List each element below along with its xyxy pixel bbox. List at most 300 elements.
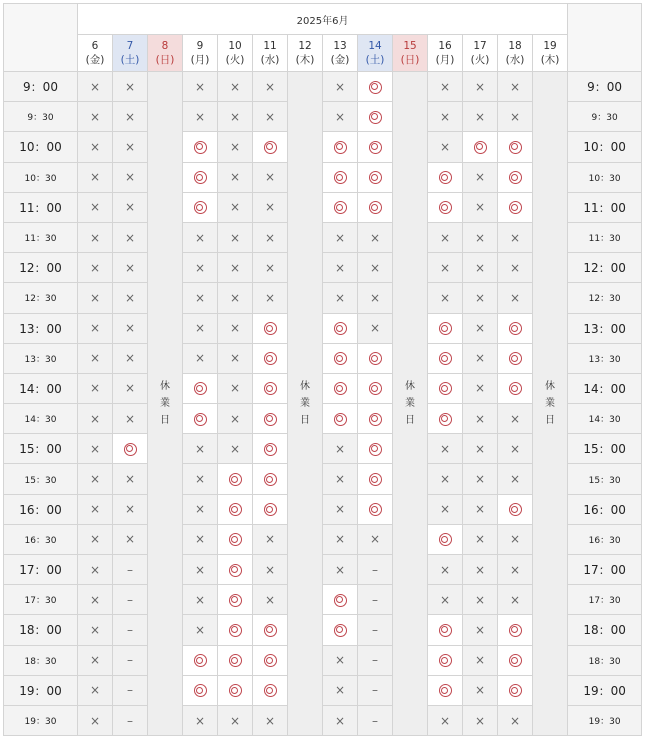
unavailable-slot (498, 72, 533, 102)
available-slot[interactable] (323, 343, 358, 373)
available-slot[interactable] (253, 464, 288, 494)
available-slot[interactable] (428, 615, 463, 645)
cross-icon: × (474, 109, 486, 124)
available-slot[interactable] (183, 132, 218, 162)
time-label-right: 15：00 (568, 434, 642, 464)
unavailable-slot (463, 72, 498, 102)
double-circle-icon (369, 111, 382, 124)
available-slot[interactable] (358, 404, 393, 434)
unavailable-slot (113, 192, 148, 222)
unavailable-slot (498, 434, 533, 464)
time-slot-grid (4, 72, 642, 736)
unavailable-slot (113, 343, 148, 373)
double-circle-icon (194, 141, 207, 154)
cross-icon: × (89, 683, 101, 698)
available-slot[interactable] (323, 132, 358, 162)
unavailable-slot (463, 585, 498, 615)
time-label-right: 11：30 (568, 222, 642, 252)
cross-icon: × (89, 170, 101, 185)
double-circle-icon (124, 443, 137, 456)
cross-icon: × (89, 260, 101, 275)
dash-icon: – (127, 653, 133, 668)
time-label-right: 17：00 (568, 555, 642, 585)
cross-icon: × (229, 441, 241, 456)
cross-icon: × (124, 472, 136, 487)
unavailable-slot (463, 313, 498, 343)
cross-icon: × (334, 79, 346, 94)
day-header-10 (218, 35, 253, 72)
unavailable-slot (498, 283, 533, 313)
cross-icon: × (334, 562, 346, 577)
day-number: 12 (298, 40, 312, 52)
available-slot[interactable] (218, 585, 253, 615)
double-circle-icon (194, 201, 207, 214)
available-slot[interactable] (253, 343, 288, 373)
available-slot[interactable] (498, 192, 533, 222)
available-slot[interactable] (183, 373, 218, 403)
unavailable-slot (498, 555, 533, 585)
cross-icon: × (89, 381, 101, 396)
unavailable-slot (78, 645, 113, 675)
available-slot[interactable] (253, 132, 288, 162)
day-number: 9 (196, 40, 204, 52)
no-slot (358, 675, 393, 705)
available-slot[interactable] (323, 313, 358, 343)
double-circle-icon (509, 382, 522, 395)
unavailable-slot (113, 72, 148, 102)
cross-icon: × (474, 532, 486, 547)
available-slot[interactable] (253, 404, 288, 434)
available-slot[interactable] (358, 102, 393, 132)
unavailable-slot (498, 705, 533, 735)
day-header-8 (148, 35, 183, 72)
double-circle-icon (509, 141, 522, 154)
available-slot[interactable] (428, 343, 463, 373)
no-slot (358, 555, 393, 585)
time-label-right: 15：30 (568, 464, 642, 494)
available-slot[interactable] (218, 615, 253, 645)
dash-icon: – (127, 592, 133, 607)
time-slot-row (4, 72, 642, 102)
cross-icon: × (369, 230, 381, 245)
available-slot[interactable] (253, 373, 288, 403)
cross-icon: × (474, 260, 486, 275)
time-label-left: 18：00 (4, 615, 78, 645)
double-circle-icon (264, 352, 277, 365)
double-circle-icon (369, 413, 382, 426)
double-circle-icon (264, 382, 277, 395)
closed-label-char: 業 (545, 398, 556, 410)
unavailable-slot (78, 585, 113, 615)
time-label-right: 19：00 (568, 675, 642, 705)
closed-day-column-15 (393, 72, 428, 736)
closed-label-char: 日 (545, 415, 556, 427)
unavailable-slot (323, 102, 358, 132)
day-header-11 (253, 35, 288, 72)
day-number: 14 (368, 40, 382, 52)
available-slot[interactable] (253, 645, 288, 675)
available-slot[interactable] (218, 494, 253, 524)
closed-label-char: 業 (160, 398, 170, 410)
day-of-week: (日) (400, 54, 420, 66)
double-circle-icon (334, 201, 347, 214)
available-slot[interactable] (323, 373, 358, 403)
cross-icon: × (89, 622, 101, 637)
cross-icon: × (334, 441, 346, 456)
day-number: 19 (543, 40, 557, 52)
available-slot[interactable] (498, 645, 533, 675)
cross-icon: × (194, 622, 206, 637)
day-of-week: (水) (260, 54, 280, 66)
double-circle-icon (334, 624, 347, 637)
time-label-left: 13：30 (4, 343, 78, 373)
cross-icon: × (89, 592, 101, 607)
closed-label-char: 日 (300, 415, 310, 427)
unavailable-slot (463, 102, 498, 132)
unavailable-slot (253, 524, 288, 554)
day-number: 16 (438, 40, 452, 52)
double-circle-icon (439, 382, 452, 395)
cross-icon: × (264, 170, 276, 185)
cross-icon: × (264, 79, 276, 94)
time-label-right: 12：30 (568, 283, 642, 313)
time-label-left: 9：00 (4, 72, 78, 102)
cross-icon: × (474, 230, 486, 245)
unavailable-slot (358, 313, 393, 343)
time-label-left: 11：00 (4, 192, 78, 222)
cross-icon: × (474, 713, 486, 728)
closed-label-char: 休 (405, 381, 415, 393)
unavailable-slot (78, 192, 113, 222)
unavailable-slot (183, 222, 218, 252)
available-slot[interactable] (498, 675, 533, 705)
available-slot[interactable] (358, 343, 393, 373)
unavailable-slot (323, 253, 358, 283)
available-slot[interactable] (253, 615, 288, 645)
available-slot[interactable] (323, 404, 358, 434)
available-slot[interactable] (498, 615, 533, 645)
cross-icon: × (334, 260, 346, 275)
unavailable-slot (218, 313, 253, 343)
closed-label-char: 業 (405, 398, 415, 410)
cross-icon: × (89, 109, 101, 124)
no-slot (358, 585, 393, 615)
cross-icon: × (369, 321, 381, 336)
available-slot[interactable] (183, 404, 218, 434)
time-label-left: 18：30 (4, 645, 78, 675)
available-slot[interactable] (253, 313, 288, 343)
unavailable-slot (218, 434, 253, 464)
available-slot[interactable] (183, 645, 218, 675)
day-of-week: (火) (470, 54, 490, 66)
unavailable-slot (78, 615, 113, 645)
double-circle-icon (229, 654, 242, 667)
cross-icon: × (124, 321, 136, 336)
double-circle-icon (439, 171, 452, 184)
unavailable-slot (218, 222, 253, 252)
available-slot[interactable] (498, 162, 533, 192)
unavailable-slot (498, 222, 533, 252)
cross-icon: × (509, 260, 521, 275)
available-slot[interactable] (498, 343, 533, 373)
cross-icon: × (194, 441, 206, 456)
available-slot[interactable] (498, 373, 533, 403)
closed-label-char: 休 (545, 381, 556, 393)
cross-icon: × (89, 532, 101, 547)
time-label-left: 19：00 (4, 675, 78, 705)
double-circle-icon (334, 141, 347, 154)
dash-icon: – (127, 622, 133, 637)
dash-icon: – (372, 653, 378, 668)
available-slot[interactable] (358, 72, 393, 102)
time-label-left: 9：30 (4, 102, 78, 132)
cross-icon: × (474, 592, 486, 607)
cross-icon: × (334, 109, 346, 124)
unavailable-slot (428, 222, 463, 252)
unavailable-slot (78, 283, 113, 313)
cross-icon: × (229, 321, 241, 336)
available-slot[interactable] (113, 434, 148, 464)
available-slot[interactable] (463, 132, 498, 162)
cross-icon: × (439, 79, 451, 94)
available-slot[interactable] (183, 162, 218, 192)
available-slot[interactable] (358, 434, 393, 464)
unavailable-slot (113, 102, 148, 132)
unavailable-slot (428, 555, 463, 585)
cross-icon: × (474, 683, 486, 698)
double-circle-icon (439, 624, 452, 637)
cross-icon: × (509, 411, 521, 426)
cross-icon: × (89, 713, 101, 728)
unavailable-slot (428, 102, 463, 132)
available-slot[interactable] (428, 192, 463, 222)
available-slot[interactable] (218, 524, 253, 554)
available-slot[interactable] (428, 373, 463, 403)
unavailable-slot (218, 253, 253, 283)
unavailable-slot (463, 645, 498, 675)
time-label-right: 13：30 (568, 343, 642, 373)
unavailable-slot (463, 615, 498, 645)
available-slot[interactable] (428, 675, 463, 705)
unavailable-slot (113, 283, 148, 313)
cross-icon: × (194, 532, 206, 547)
unavailable-slot (183, 464, 218, 494)
cross-icon: × (439, 290, 451, 305)
closed-label-char: 日 (405, 415, 415, 427)
unavailable-slot (218, 132, 253, 162)
day-of-week: (月) (435, 54, 455, 66)
unavailable-slot (463, 373, 498, 403)
cross-icon: × (229, 79, 241, 94)
cross-icon: × (194, 260, 206, 275)
unavailable-slot (253, 705, 288, 735)
dash-icon: – (127, 562, 133, 577)
double-circle-icon (194, 171, 207, 184)
day-header-7 (113, 35, 148, 72)
unavailable-slot (323, 645, 358, 675)
unavailable-slot (218, 72, 253, 102)
cross-icon: × (474, 200, 486, 215)
double-circle-icon (334, 413, 347, 426)
dash-icon: – (372, 683, 378, 698)
time-label-left: 16：30 (4, 524, 78, 554)
time-label-left: 19：30 (4, 705, 78, 735)
time-label-right: 10：00 (568, 132, 642, 162)
available-slot[interactable] (428, 162, 463, 192)
available-slot[interactable] (498, 132, 533, 162)
unavailable-slot (183, 343, 218, 373)
cross-icon: × (89, 502, 101, 517)
unavailable-slot (78, 555, 113, 585)
day-header-17 (463, 35, 498, 72)
double-circle-icon (369, 141, 382, 154)
unavailable-slot (463, 494, 498, 524)
no-slot (113, 675, 148, 705)
cross-icon: × (439, 109, 451, 124)
double-circle-icon (264, 473, 277, 486)
cross-icon: × (194, 79, 206, 94)
day-of-week: (日) (155, 54, 175, 66)
available-slot[interactable] (323, 192, 358, 222)
no-slot (113, 555, 148, 585)
closed-label-char: 休 (300, 381, 310, 393)
available-slot[interactable] (323, 615, 358, 645)
day-of-week: (木) (295, 54, 315, 66)
unavailable-slot (78, 343, 113, 373)
cross-icon: × (124, 411, 136, 426)
available-slot[interactable] (183, 192, 218, 222)
available-slot[interactable] (358, 162, 393, 192)
day-header-13 (323, 35, 358, 72)
available-slot[interactable] (428, 524, 463, 554)
double-circle-icon (334, 382, 347, 395)
double-circle-icon (334, 352, 347, 365)
double-circle-icon (229, 533, 242, 546)
cross-icon: × (89, 230, 101, 245)
double-circle-icon (229, 594, 242, 607)
unavailable-slot (78, 705, 113, 735)
unavailable-slot (218, 283, 253, 313)
day-header-19 (533, 35, 568, 72)
time-label-right: 9：00 (568, 72, 642, 102)
cross-icon: × (369, 532, 381, 547)
cross-icon: × (439, 441, 451, 456)
available-slot[interactable] (428, 404, 463, 434)
unavailable-slot (113, 132, 148, 162)
unavailable-slot (183, 524, 218, 554)
cross-icon: × (509, 472, 521, 487)
time-label-left: 16：00 (4, 494, 78, 524)
available-slot[interactable] (358, 192, 393, 222)
cross-icon: × (334, 472, 346, 487)
cross-icon: × (194, 230, 206, 245)
available-slot[interactable] (253, 494, 288, 524)
available-slot[interactable] (323, 585, 358, 615)
available-slot[interactable] (323, 162, 358, 192)
double-circle-icon (369, 443, 382, 456)
double-circle-icon (509, 171, 522, 184)
available-slot[interactable] (428, 313, 463, 343)
available-slot[interactable] (183, 675, 218, 705)
cross-icon: × (194, 502, 206, 517)
unavailable-slot (463, 192, 498, 222)
double-circle-icon (229, 684, 242, 697)
dash-icon: – (372, 622, 378, 637)
day-number: 10 (228, 40, 242, 52)
unavailable-slot (463, 253, 498, 283)
cross-icon: × (229, 200, 241, 215)
cross-icon: × (334, 683, 346, 698)
time-label-right: 14：30 (568, 404, 642, 434)
cross-icon: × (124, 79, 136, 94)
available-slot[interactable] (253, 434, 288, 464)
day-of-week: (金) (330, 54, 350, 66)
time-label-left: 10：30 (4, 162, 78, 192)
available-slot[interactable] (428, 645, 463, 675)
cross-icon: × (124, 381, 136, 396)
available-slot[interactable] (218, 645, 253, 675)
available-slot[interactable] (358, 494, 393, 524)
cross-icon: × (334, 532, 346, 547)
cross-icon: × (334, 290, 346, 305)
unavailable-slot (463, 283, 498, 313)
double-circle-icon (334, 594, 347, 607)
time-label-right: 18：30 (568, 645, 642, 675)
no-slot (358, 645, 393, 675)
available-slot[interactable] (218, 675, 253, 705)
unavailable-slot (253, 162, 288, 192)
available-slot[interactable] (358, 132, 393, 162)
available-slot[interactable] (218, 464, 253, 494)
time-label-right: 18：00 (568, 615, 642, 645)
unavailable-slot (183, 72, 218, 102)
day-header-9 (183, 35, 218, 72)
available-slot[interactable] (498, 313, 533, 343)
cross-icon: × (439, 562, 451, 577)
available-slot[interactable] (218, 555, 253, 585)
cross-icon: × (194, 290, 206, 305)
closed-label-char: 休 (160, 381, 170, 393)
unavailable-slot (358, 222, 393, 252)
time-label-right: 14：00 (568, 373, 642, 403)
unavailable-slot (113, 494, 148, 524)
unavailable-slot (183, 102, 218, 132)
cross-icon: × (264, 592, 276, 607)
double-circle-icon (264, 322, 277, 335)
cross-icon: × (474, 170, 486, 185)
double-circle-icon (264, 654, 277, 667)
unavailable-slot (428, 132, 463, 162)
available-slot[interactable] (498, 494, 533, 524)
unavailable-slot (183, 555, 218, 585)
header-corner-left (4, 4, 78, 72)
double-circle-icon (509, 201, 522, 214)
unavailable-slot (498, 102, 533, 132)
cross-icon: × (124, 351, 136, 366)
day-number: 15 (403, 40, 417, 52)
unavailable-slot (113, 222, 148, 252)
available-slot[interactable] (253, 675, 288, 705)
cross-icon: × (474, 321, 486, 336)
cross-icon: × (229, 139, 241, 154)
unavailable-slot (498, 464, 533, 494)
available-slot[interactable] (358, 373, 393, 403)
cross-icon: × (229, 290, 241, 305)
cross-icon: × (439, 592, 451, 607)
unavailable-slot (253, 585, 288, 615)
cross-icon: × (264, 562, 276, 577)
available-slot[interactable] (358, 464, 393, 494)
